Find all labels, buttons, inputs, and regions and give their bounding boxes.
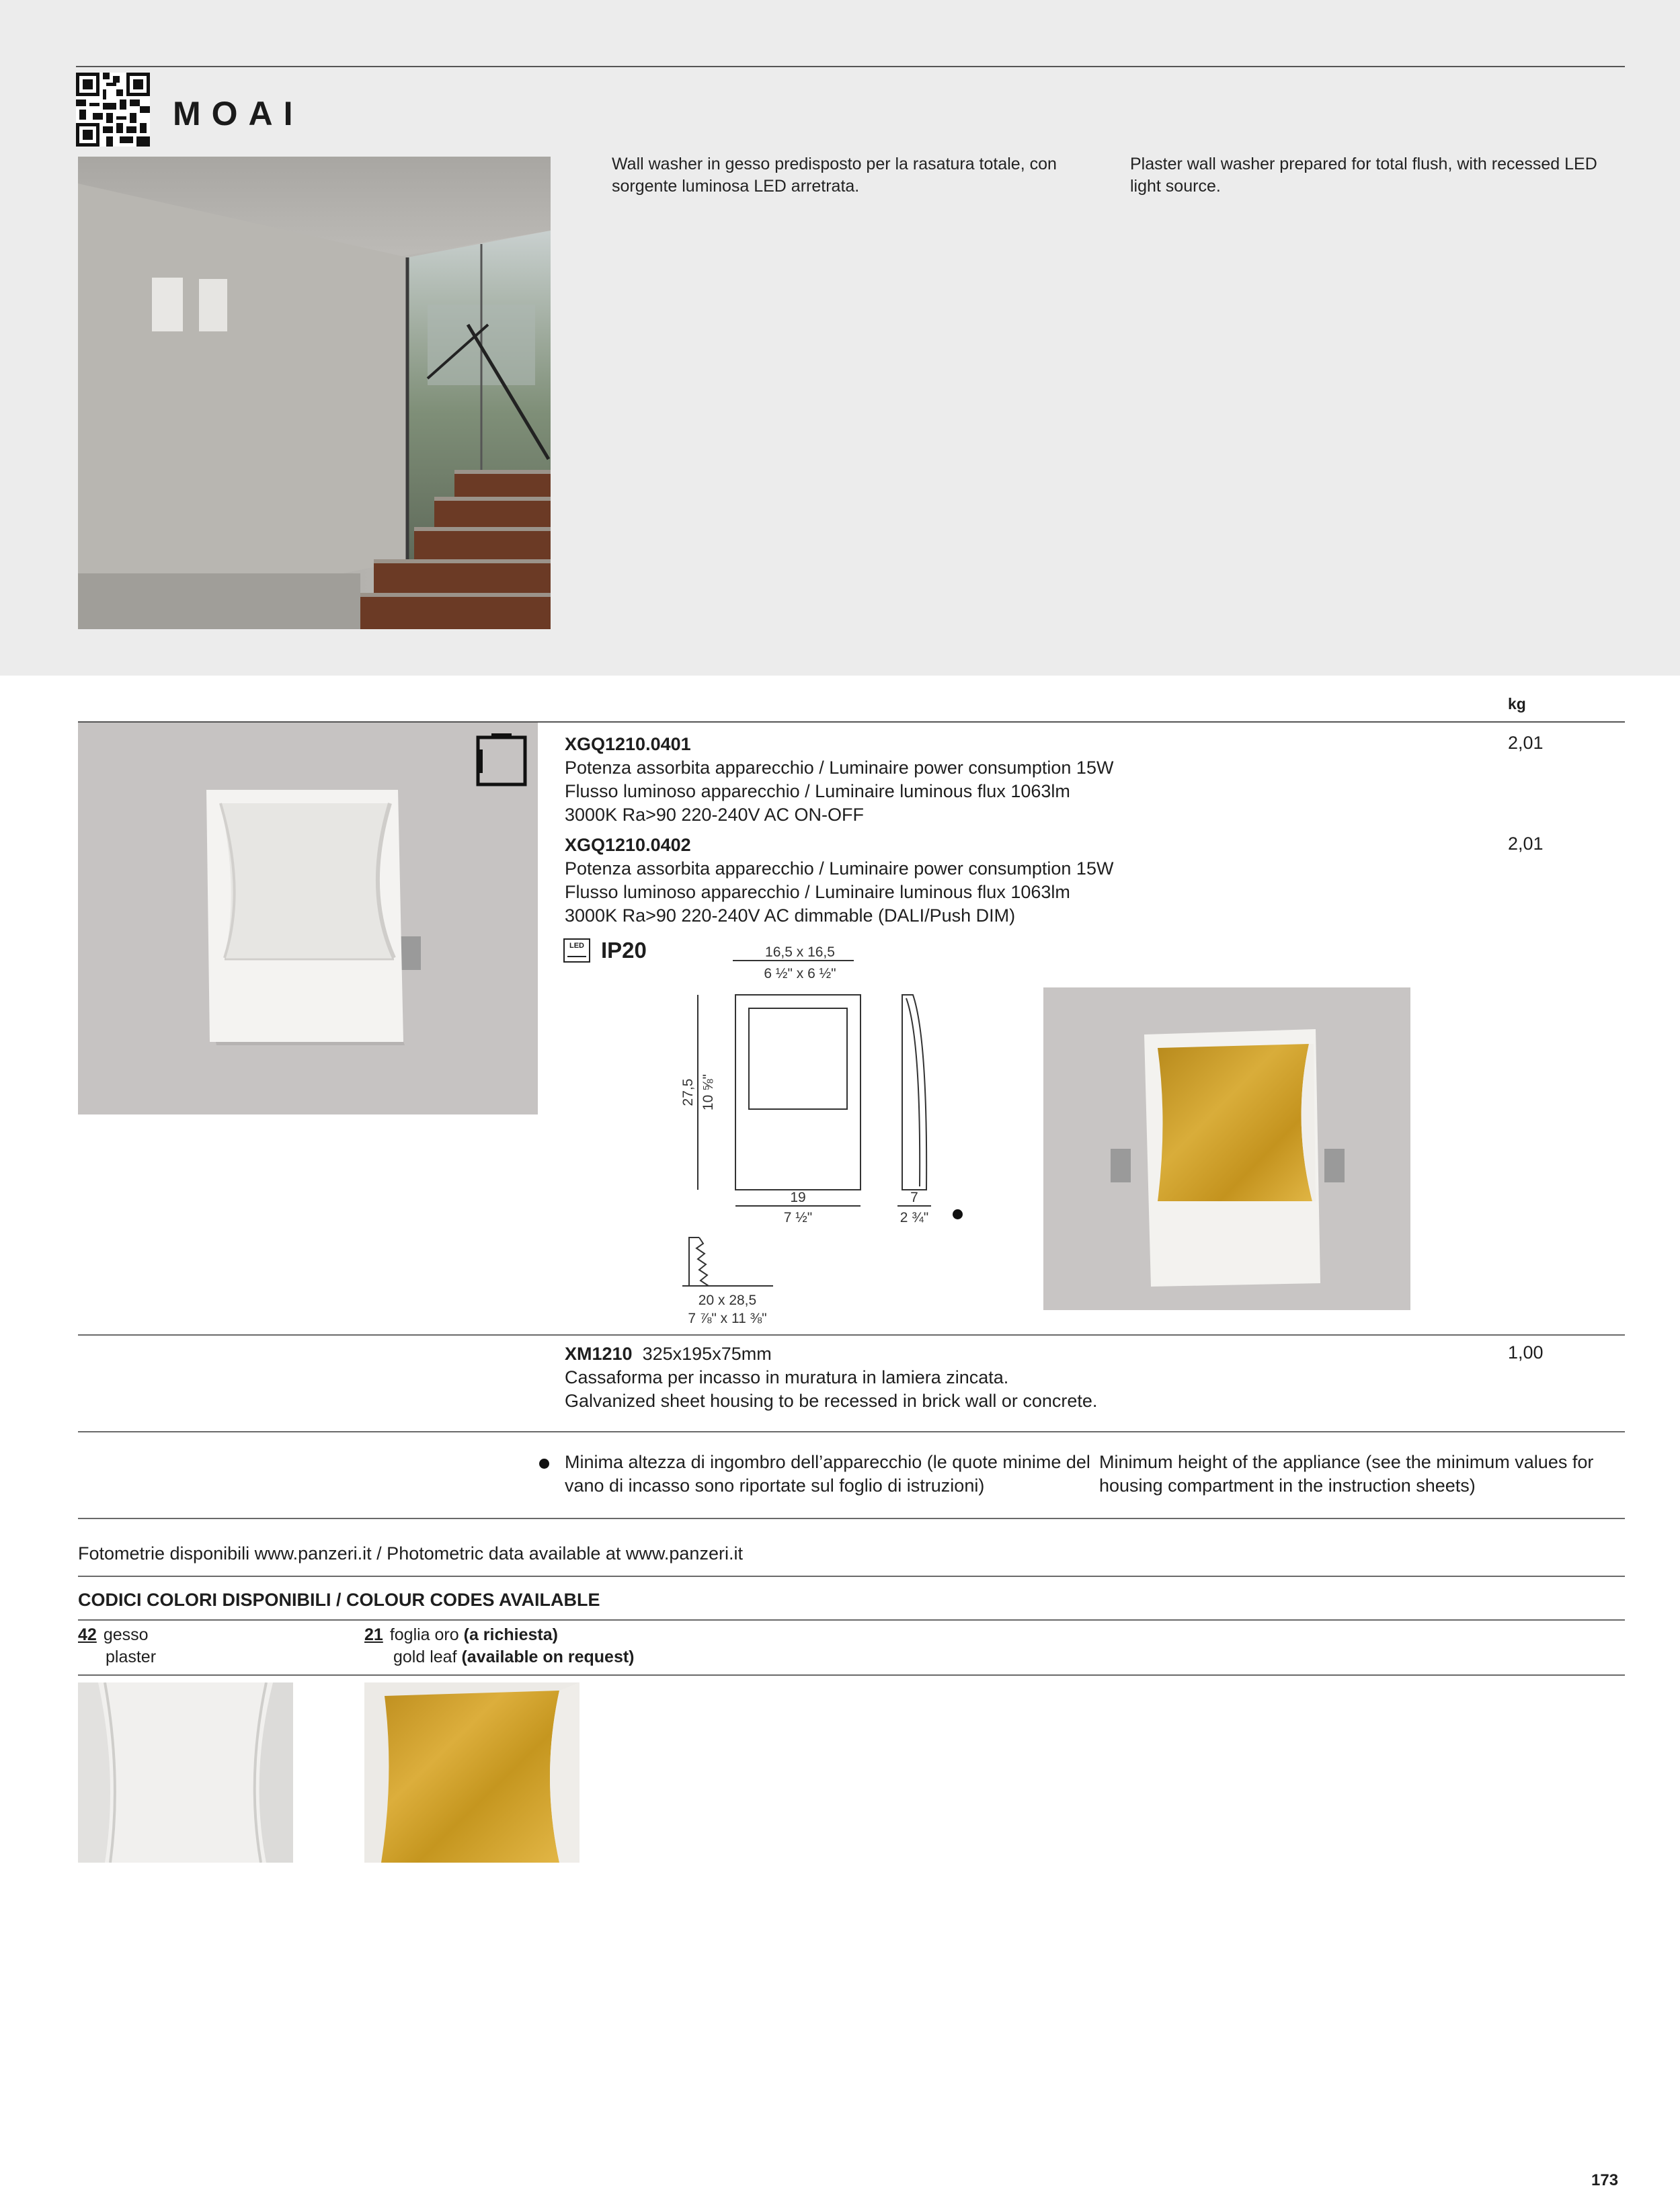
section-rule: [78, 1674, 1625, 1676]
dim-cutout-cm: 20 x 28,5: [698, 1293, 757, 1308]
colour-note-it: (a richiesta): [463, 1625, 558, 1644]
dim-cutout-in: 7 ⅞" x 11 ⅜": [688, 1311, 767, 1326]
dim-width-cm: 19: [790, 1190, 806, 1205]
spec-line: 3000K Ra>90 220-240V AC ON-OFF: [565, 805, 864, 825]
product-photo-gold: [1043, 987, 1410, 1310]
interior-photo: [78, 157, 551, 629]
spec-line: Cassaforma per incasso in muratura in lamiera zincata.: [565, 1367, 1009, 1387]
product-code: XGQ1210.0401: [565, 734, 691, 754]
product-weight: 2,01: [1508, 733, 1544, 753]
min-height-note-english: Minimum height of the appliance (see the minimum values for housing compartment in the instruction sheets): [1099, 1452, 1594, 1496]
colour-code: 21: [364, 1625, 383, 1644]
ip-rating: [563, 938, 647, 963]
spec-line: Flusso luminoso apparecchio / Luminaire luminous flux 1063lm: [565, 781, 1070, 801]
ip-rating-text: IP20: [601, 938, 647, 963]
table-rule: [78, 1334, 1625, 1336]
dim-depth-in: 2 ¾": [899, 1210, 929, 1225]
colour-name-en: gold leaf: [393, 1648, 457, 1666]
table-rule: [78, 1431, 1625, 1432]
min-height-note-italian: Minima altezza di ingombro dell’apparecchio (le quote minime del vano di incasso sono riportate sul foglio di istruzioni): [565, 1452, 1090, 1496]
technical-drawing: [666, 938, 982, 1328]
product-code: XGQ1210.0402: [565, 835, 691, 855]
accessory-weight: 1,00: [1508, 1342, 1544, 1363]
spec-line: Potenza assorbita apparecchio / Luminaire power consumption 15W: [565, 758, 1114, 778]
colour-codes-heading: CODICI COLORI DISPONIBILI / COLOUR CODES AVAILABLE: [78, 1590, 600, 1610]
dim-height-cm: 27,5: [680, 1078, 696, 1106]
spec-line: Galvanized sheet housing to be recessed in brick wall or concrete.: [565, 1391, 1098, 1411]
dim-height-in: 10 ⅝": [701, 1073, 716, 1111]
intro-text-english: Plaster wall washer prepared for total flush, with recessed LED light source.: [1130, 155, 1597, 196]
min-height-marker-icon: [953, 1209, 963, 1219]
dim-top-in: 6 ½" x 6 ½": [764, 966, 836, 981]
accessory-size: 325x195x75mm: [642, 1344, 772, 1364]
accessory-code: XM1210: [565, 1344, 633, 1364]
qr-code-icon: [76, 73, 150, 147]
colour-name-it: gesso: [103, 1625, 149, 1644]
accessory-spec: [565, 1342, 1097, 1413]
product-spec-0402: [565, 834, 1113, 928]
swatch-gold-leaf: [364, 1682, 579, 1863]
colour-name-en: plaster: [106, 1648, 157, 1666]
spec-line: Flusso luminoso apparecchio / Luminaire luminous flux 1063lm: [565, 882, 1070, 902]
led-icon: LED: [563, 938, 590, 963]
colour-code: 42: [78, 1625, 97, 1644]
product-spec-0401: [565, 733, 1113, 827]
colour-item-21: [364, 1624, 635, 1668]
weight-column-header: kg: [1508, 695, 1526, 713]
spec-line: Potenza assorbita apparecchio / Luminaire power consumption 15W: [565, 858, 1114, 879]
colour-name-it: foglia oro: [389, 1625, 459, 1644]
photometric-note: Fotometrie disponibili www.panzeri.it / Photometric data available at www.panzeri.it: [78, 1543, 743, 1564]
product-weight: 2,01: [1508, 834, 1544, 854]
dim-top-cm: 16,5 x 16,5: [765, 944, 835, 960]
page-number: 173: [1591, 2171, 1619, 2189]
dim-width-in: 7 ½": [783, 1210, 813, 1225]
spec-line: 3000K Ra>90 220-240V AC dimmable (DALI/Push DIM): [565, 905, 1016, 926]
top-rule: [76, 66, 1625, 67]
product-photo-plaster: [78, 723, 538, 1114]
swatch-plaster: [78, 1682, 293, 1863]
dim-depth-cm: 7: [910, 1190, 918, 1205]
table-rule: [78, 1518, 1625, 1519]
colour-note-en: (available on request): [461, 1648, 635, 1666]
section-rule: [78, 1576, 1625, 1577]
colour-item-42: [78, 1624, 156, 1668]
section-rule: [78, 1619, 1625, 1621]
intro-text-italian: Wall washer in gesso predisposto per la rasatura totale, con sorgente luminosa LED arretrata.: [612, 155, 1057, 196]
page-title: MOAI: [173, 95, 304, 132]
min-height-bullet-icon: [539, 1459, 549, 1469]
